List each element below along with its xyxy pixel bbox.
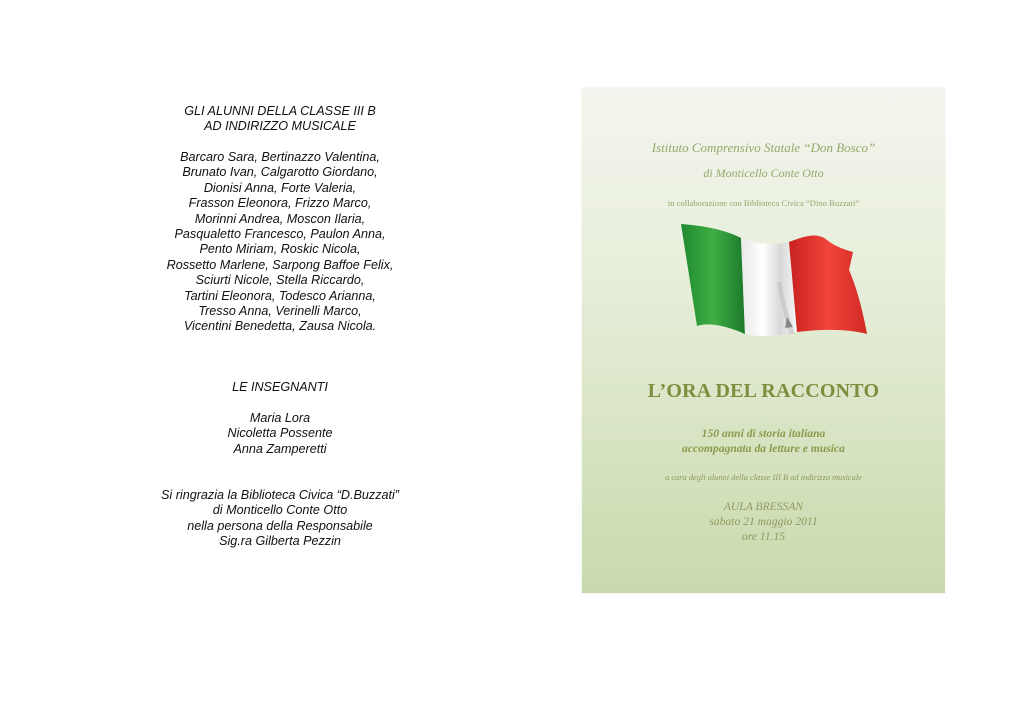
event-date: sabato 21 maggio 2011 [709, 515, 818, 528]
subtitle-line-1: 150 anni di storia italiana [701, 427, 826, 440]
class-title-line: GLI ALUNNI DELLA CLASSE III B [184, 104, 376, 118]
thanks-line: nella persona della Responsabile [187, 518, 373, 533]
italian-flag-icon [677, 222, 872, 340]
student-line: Morinni Andrea, Moscon Ilaria, [194, 211, 366, 226]
curated-by-note: a cura degli alunni della classe III B ad indirizzo musicale [665, 473, 862, 482]
event-venue: AULA BRESSAN [723, 500, 804, 513]
acknowledgements [130, 488, 430, 550]
thanks-line: Si ringrazia la Biblioteca Civica “D.Buzzati” [161, 488, 399, 502]
cover-page [582, 88, 945, 593]
student-line: Frasson Eleonora, Frizzo Marco, [188, 196, 372, 211]
student-line: Sciurti Nicole, Stella Riccardo, [195, 273, 365, 288]
teacher-name: Maria Lora [249, 411, 311, 425]
thanks-line: Sig.ra Gilberta Pezzin [219, 534, 341, 549]
teacher-name: Nicoletta Possente [227, 426, 333, 441]
teacher-name: Anna Zamperetti [233, 441, 327, 456]
student-line: Brunato Ivan, Calgarotto Giordano, [182, 165, 378, 180]
student-line: Tartini Eleonora, Todesco Arianna, [184, 288, 376, 303]
student-line: Vicentini Benedetta, Zausa Nicola. [183, 319, 377, 334]
teachers-title: LE INSEGNANTI [232, 380, 328, 394]
subtitle-line-2: accompagnata da letture e musica [682, 442, 845, 455]
class-title [130, 104, 430, 135]
student-list [130, 150, 430, 335]
student-line: Tresso Anna, Verinelli Marco, [198, 304, 362, 319]
student-line: Barcaro Sara, Bertinazzo Valentina, [180, 150, 380, 164]
student-line: Rossetto Marlene, Sarpong Baffoe Felix, [166, 257, 394, 272]
institute-name: Istituto Comprensivo Statale “Don Bosco” [651, 140, 876, 155]
teacher-list [130, 411, 430, 457]
event-time: ore 11.15 [741, 530, 786, 543]
thanks-line: di Monticello Conte Otto [212, 503, 348, 518]
teachers-heading [130, 380, 430, 395]
event-title: L’ORA DEL RACCONTO [647, 380, 880, 402]
student-line: Dionisi Anna, Forte Valeria, [203, 180, 357, 195]
student-line: Pasqualetto Francesco, Paulon Anna, [174, 227, 386, 242]
institute-place: di Monticello Conte Otto [703, 166, 824, 180]
collaboration-note: in collaborazione con Biblioteca Civica “Dino Buzzati” [667, 198, 860, 208]
class-title-line: AD INDIRIZZO MUSICALE [204, 119, 356, 134]
student-line: Pento Miriam, Roskic Nicola, [199, 242, 361, 257]
